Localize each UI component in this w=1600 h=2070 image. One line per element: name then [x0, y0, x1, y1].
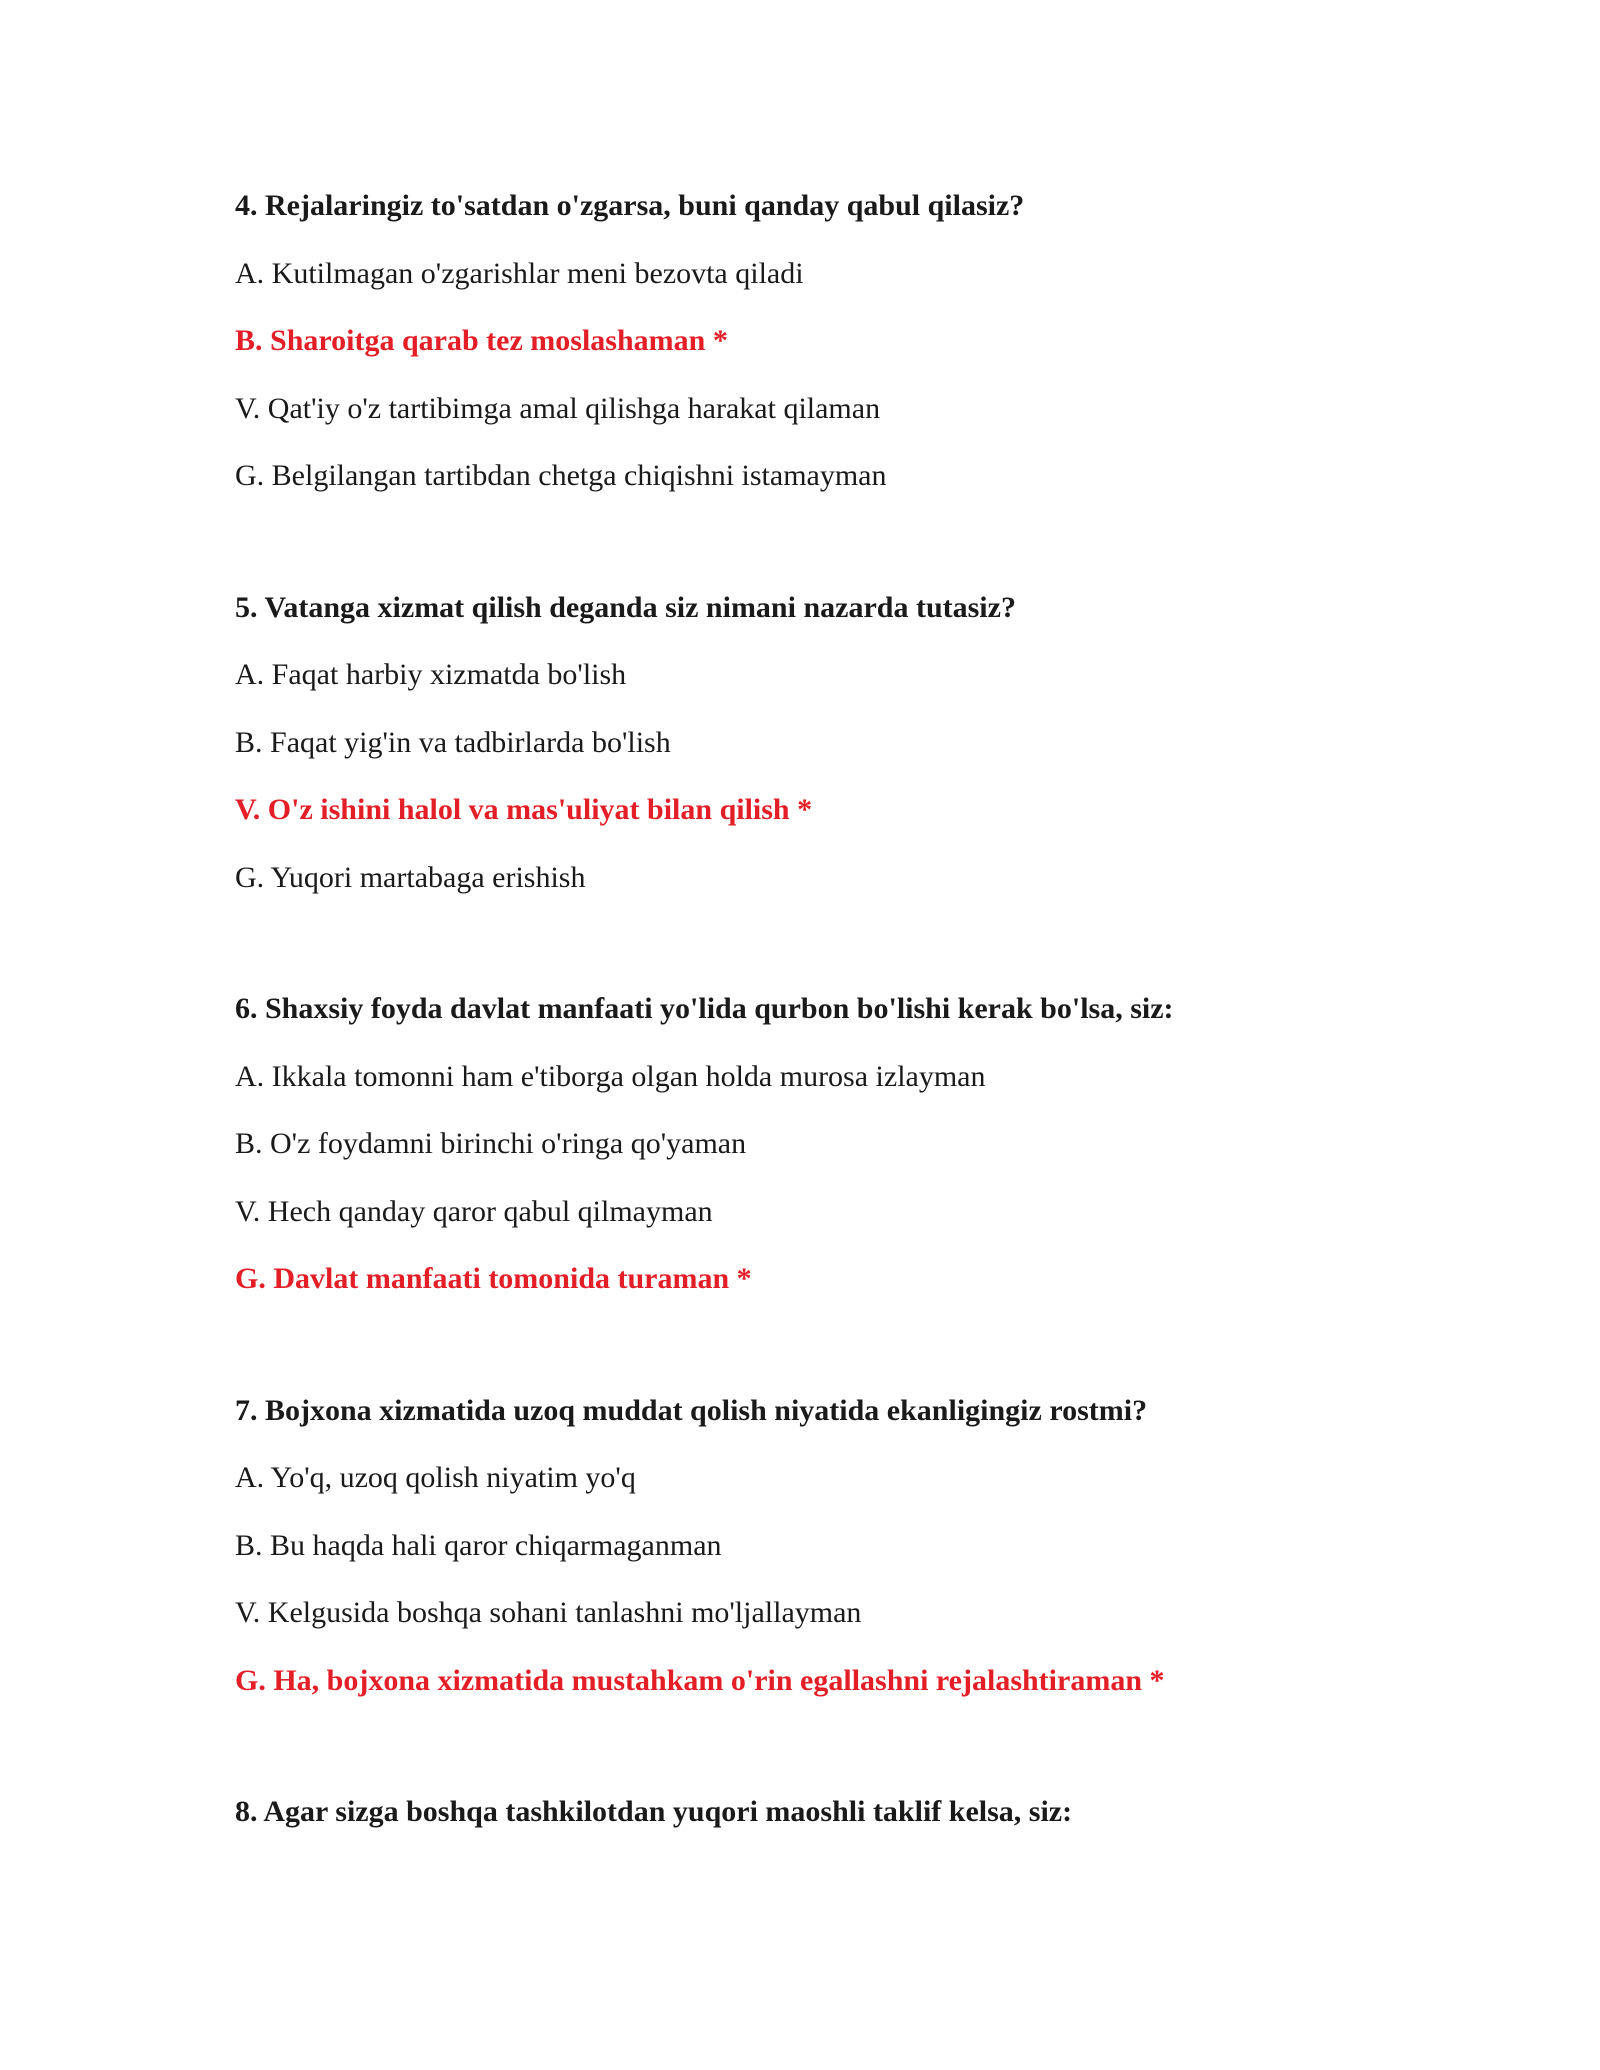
- question-text: 7. Bojxona xizmatida uzoq muddat qolish niyatida ekanligingiz rostmi?: [235, 1393, 1148, 1427]
- option-g-correct: G. Davlat manfaati tomonida turaman *: [235, 1262, 752, 1295]
- question-7: [235, 1388, 1485, 1726]
- question-text: 6. Shaxsiy foyda davlat manfaati yo'lida qurbon bo'lishi kerak bo'lsa, siz:: [235, 992, 1174, 1025]
- option-a: A. Yo'q, uzoq qolish niyatim yo'q: [235, 1461, 636, 1494]
- question-6: [235, 986, 1485, 1324]
- option-v: V. Qat'iy o'z tartibimga amal qilishga harakat qilaman: [235, 391, 881, 425]
- option-b: B. Faqat yig'in va tadbirlarda bo'lish: [235, 725, 671, 759]
- option-g: G. Belgilangan tartibdan chetga chiqishni istamayman: [235, 459, 887, 492]
- question-list: [235, 183, 1485, 1857]
- question-text: 8. Agar sizga boshqa tashkilotdan yuqori maoshli taklif kelsa, siz:: [235, 1795, 1073, 1828]
- question-text: 5. Vatanga xizmat qilish deganda siz nimani nazarda tutasiz?: [235, 590, 1016, 624]
- option-a: A. Ikkala tomonni ham e'tiborga olgan holda murosa izlayman: [235, 1059, 986, 1093]
- question-8: [235, 1789, 1485, 1857]
- option-a: A. Kutilmagan o'zgarishlar meni bezovta qiladi: [235, 256, 804, 290]
- option-g: G. Yuqori martabaga erishish: [235, 860, 586, 894]
- option-b: B. O'z foydamni birinchi o'ringa qo'yaman: [235, 1127, 747, 1160]
- option-b: B. Bu haqda hali qaror chiqarmaganman: [235, 1528, 722, 1562]
- option-v: V. Hech qanday qaror qabul qilmayman: [235, 1194, 713, 1228]
- option-a: A. Faqat harbiy xizmatda bo'lish: [235, 658, 627, 691]
- question-text: 4. Rejalaringiz to'satdan o'zgarsa, buni qanday qabul qilasiz?: [235, 189, 1025, 222]
- question-4: [235, 183, 1485, 521]
- option-v: V. Kelgusida boshqa sohani tanlashni mo'ljallayman: [235, 1596, 862, 1629]
- option-v-correct: V. O'z ishini halol va mas'uliyat bilan qilish *: [235, 793, 813, 826]
- option-b-correct: B. Sharoitga qarab tez moslashaman *: [235, 324, 728, 357]
- option-g-correct: G. Ha, bojxona xizmatida mustahkam o'rin egallashni rejalashtiraman *: [235, 1663, 1165, 1697]
- question-5: [235, 585, 1485, 923]
